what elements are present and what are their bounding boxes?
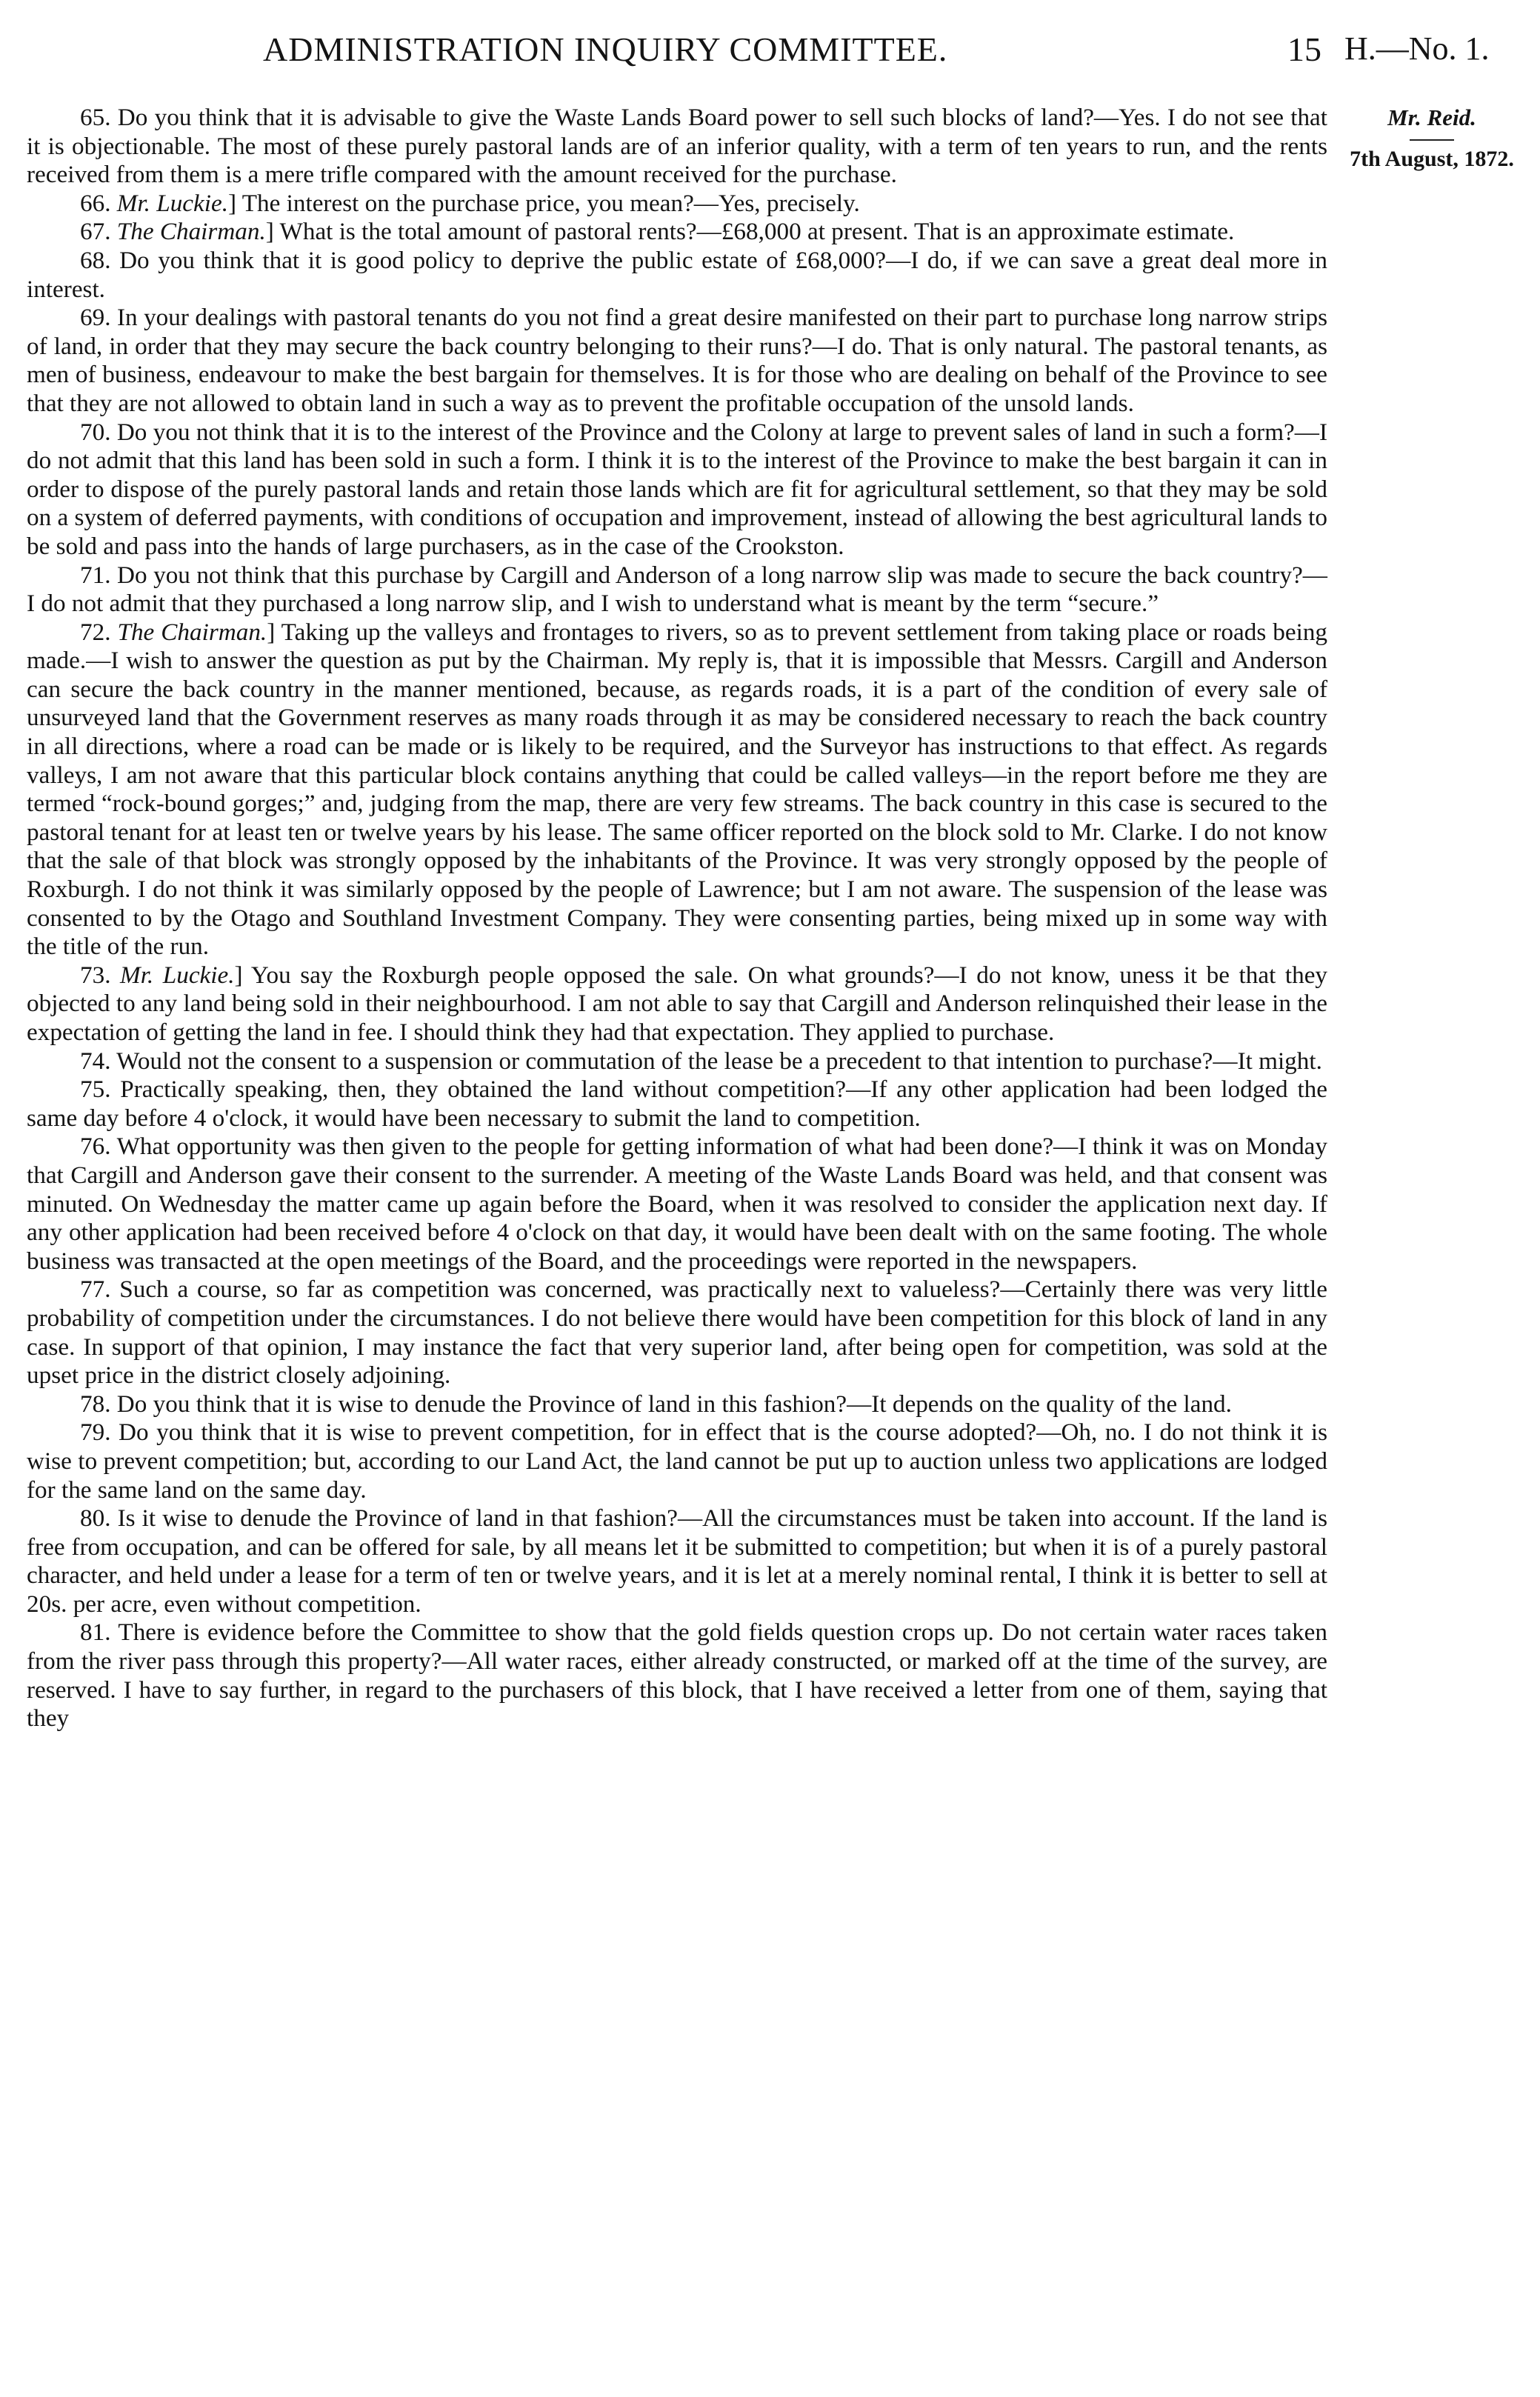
question-74: 74. Would not the consent to a suspension or commutation of the lease be a precedent to that intention to purchase?—It might.: [80, 1047, 1322, 1075]
question-76: 76. What opportunity was then given to the people for getting information of what had been done?—I think it was on Monday that Cargill and Anderson gave their consent to the surrender. A meeting of the Waste Lands Board was held, and that consent was minuted. On Wednesday the matter came up again before the Board, when it was resolved to consider the application next day. If any other application had been received before 4 o'clock on that day, it would have been dealt with on the same footing. The whole business was transacted at the open meetings of the Board, and the proceedings were reported in the newspapers.: [27, 1133, 1327, 1275]
question-81: 81. There is evidence before the Committee to show that the gold fields question crops up. Do not certain water races taken from the river pass through this property?—All water races, either already constructed, or marked off at the time of the survey, are reserved. I have to say further, in regard to the purchasers of this block, that I have received a letter from one of them, saying that they: [27, 1618, 1327, 1733]
question-65: 65. Do you think that it is advisable to give the Waste Lands Board power to sell such blocks of land?—Yes. I do not see that it is objectionable. The most of these purely pastoral lands are of an inferior quality, with a term of ten years to run, and the rents received from them is a mere trifle compared with the amount received for the purchase.: [27, 104, 1327, 189]
question-69: 69. In your dealings with pastoral tenants do you not find a great desire manifested on their part to purchase long narrow strips of land, in order that they may secure the back country belonging to their runs?—I do. That is only natural. The pastoral tenants, as men of business, endeavour to make the best bargain for themselves. It is for those who are dealing on behalf of the Province to see that they are not allowed to obtain land in such a way as to prevent the profitable occupation of the unsold lands.: [27, 304, 1327, 417]
speaker-label: The Chairman.: [116, 218, 266, 246]
question-68: 68. Do you think that it is good policy to deprive the public estate of £68,000?—I do, if we can save a great deal more in interest.: [27, 246, 1327, 303]
speaker-label: Mr. Luckie.: [116, 189, 229, 217]
question-80: 80. Is it wise to denude the Province of land in that fashion?—All the circumstances must be taken into account. If the land is free from occupation, and can be offered for sale, by all means let it be submitted to competition; but when it is of a purely pastoral character, and held under a lease for a term of ten or twelve years, and it is let at a merely nominal rental, I think it is better to sell at 20s. per acre, even without competition.: [27, 1504, 1327, 1618]
question-71: 71. Do you not think that this purchase by Cargill and Anderson of a long narrow slip was made to secure the back country?—I do not admit that they purchased a long narrow slip, and I wish to understand what is meant by the term “secure.”: [27, 561, 1327, 618]
question-72: 72. The Chairman.] Taking up the valleys and frontages to rivers, so as to prevent settlement from taking place or roads being made.—I wish to answer the question as put by the Chairman. My reply is, that it is impossible that Messrs. Cargill and Anderson can secure the back country in the manner mentioned, because, as regards roads, it is a part of the condition of every sale of unsurveyed land that the Government reserves as many roads through it as may be considered necessary to reach the back country in all directions, where a road can be made or is likely to be required, and the Surveyor has instructions to that effect. As regards valleys, I am not aware that this particular block contains anything that could be called valleys—in the report before me they are termed “rock-bound gorges;” and, judging from the map, there are very few streams. The back country in this case is secured to the pastoral tenant for at least ten or twelve years by his lease. The same officer reported on the block sold to Mr. Clarke. I do not know that the sale of that block was strongly opposed by the inhabitants of the Province. It was very strongly opposed by the people of Roxburgh. I do not think it was similarly opposed by the people of Lawrence; but I am not aware. The suspension of the lease was consented to by the Otago and Southland Investment Company. They were consenting parties, being mixed up in some way with the title of the run.: [27, 618, 1328, 961]
paper-reference: H.—No. 1.: [1344, 30, 1490, 67]
question-77: 77. Such a course, so far as competition was concerned, was practically next to valueless?—Certainly there was very little probability of competition under the circumstances. I do not believe there would have been competition for this block of land in any case. In support of that opinion, I may instance the fact that very superior land, after being open for competition, was sold at the upset price in the district closely adjoining.: [27, 1276, 1327, 1390]
question-78: 78. Do you think that it is wise to denude the Province of land in this fashion?—It depends on the quality of the land.: [80, 1390, 1232, 1418]
margin-rule: [1410, 139, 1454, 141]
page-number: 15: [1287, 30, 1321, 68]
speaker-label: Mr. Luckie.: [120, 961, 235, 989]
evidence-date: 7th August, 1872.: [1350, 147, 1514, 171]
margin-note: [1339, 104, 1524, 173]
speaker-label: The Chairman.: [117, 618, 267, 646]
witness-name: Mr. Reid.: [1387, 104, 1476, 130]
running-title: ADMINISTRATION INQUIRY COMMITTEE.: [263, 30, 948, 68]
evidence-body: [27, 104, 1327, 1733]
page-header: [0, 30, 1540, 81]
question-79: 79. Do you think that it is wise to prevent competition, for in effect that is the course adopted?—Oh, no. I do not think it is wise to prevent competition; but, according to our Land Act, the land cannot be put up to auction unless two applications are lodged for the same land on the same day.: [27, 1418, 1327, 1504]
question-67: 67. The Chairman.] What is the total amount of pastoral rents?—£68,000 at present. That is an approximate estimate.: [80, 218, 1235, 246]
question-66: 66. Mr. Luckie.] The interest on the purchase price, you mean?—Yes, precisely.: [80, 189, 860, 217]
question-75: 75. Practically speaking, then, they obtained the land without competition?—If any other application had been lodged the same day before 4 o'clock, it would have been necessary to submit the land to competition.: [27, 1076, 1327, 1132]
question-73: 73. Mr. Luckie.] You say the Roxburgh people opposed the sale. On what grounds?—I do not know, uness it be that they objected to any land being sold in their neighbourhood. I am not able to say that Cargill and Anderson relinquished their lease in the expectation of getting the land in fee. I should think they had that expectation. They applied to purchase.: [27, 961, 1328, 1046]
question-70: 70. Do you not think that it is to the interest of the Province and the Colony at large to prevent sales of land in such a form?—I do not admit that this land has been sold in such a form. I think it is to the interest of the Province to make the best bargain it can in order to dispose of the purely pastoral lands and retain those lands which are fit for agricultural settlement, so that they may be sold on a system of deferred payments, with conditions of occupation and improvement, instead of allowing the best agricultural lands to be sold and pass into the hands of large purchasers, as in the case of the Crookston.: [27, 418, 1327, 560]
